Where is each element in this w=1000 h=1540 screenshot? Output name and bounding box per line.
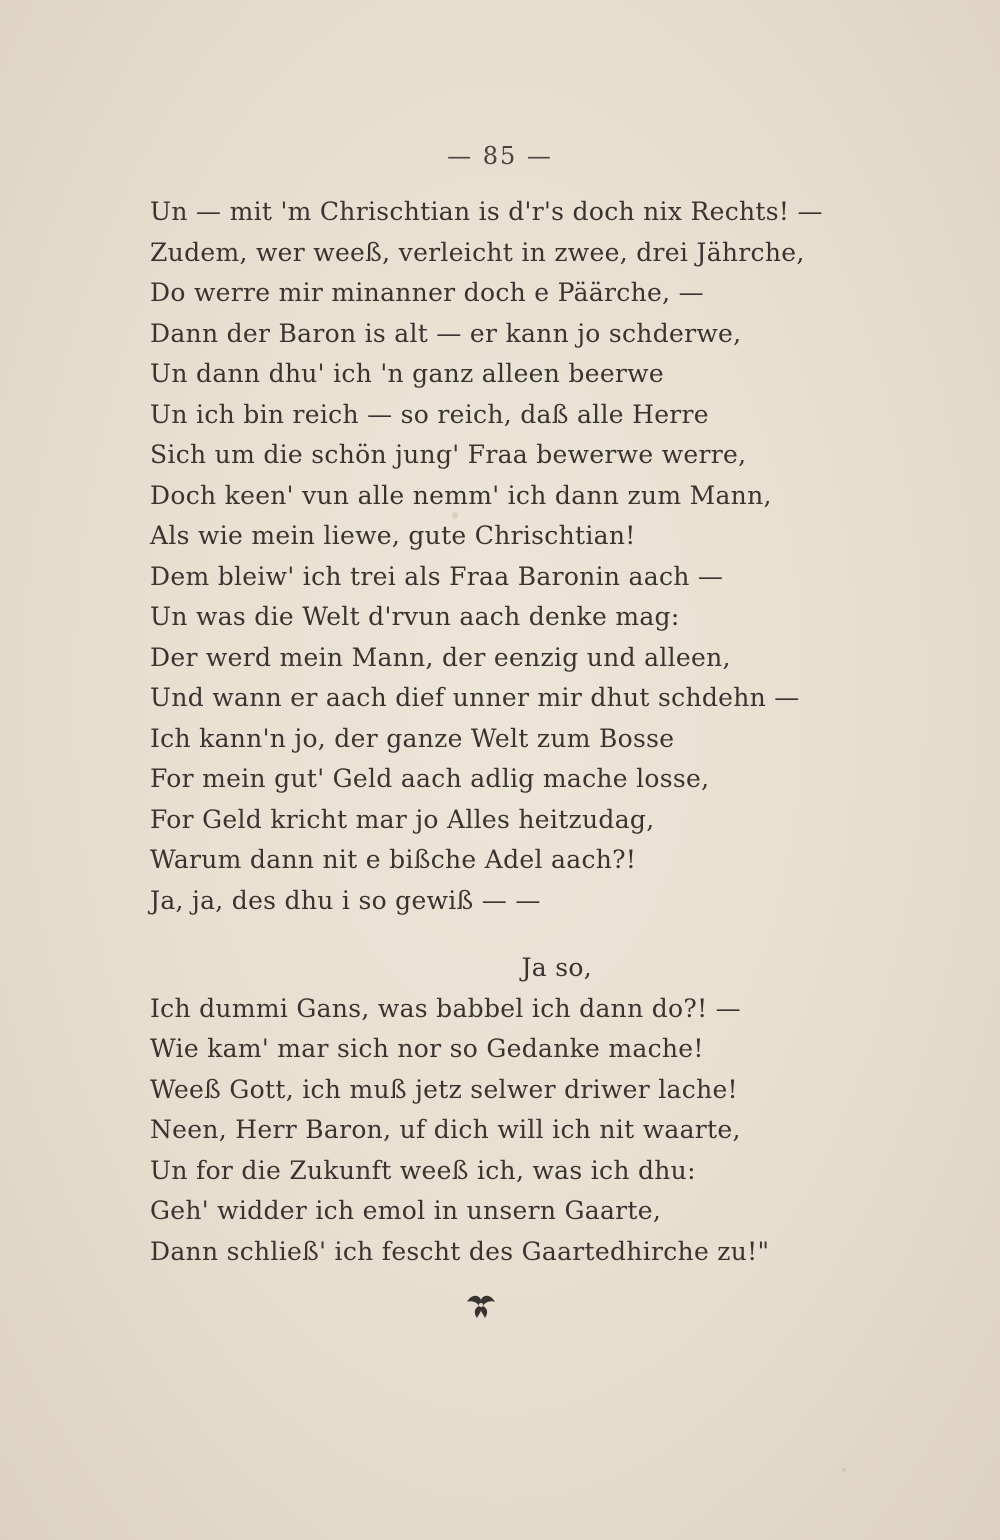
verse-line: Neen, Herr Baron, uf dich will ich nit waarte, [150, 1115, 741, 1144]
stanza-2 [150, 948, 850, 1272]
verse-line: Ich dummi Gans, was babbel ich dann do?! — [150, 993, 741, 1023]
verse-line: Als wie mein liewe, gute Chrischtian! [150, 521, 636, 550]
verse-line: Un for die Zukunft weeß ich, was ich dhu: [150, 1155, 696, 1185]
stanza-1 [150, 192, 850, 921]
verse-line: Weeß Gott, ich muß jetz selwer driwer lache! [150, 1074, 738, 1104]
paper-spot [452, 512, 458, 519]
verse-line: Der werd mein Mann, der eenzig und alleen, [150, 642, 731, 672]
verse-line: Sich um die schön jung' Fraa bewerwe werre, [150, 440, 747, 469]
verse-line: Ja so, [521, 953, 592, 982]
verse-line: Wie kam' mar sich nor so Gedanke mache! [150, 1034, 704, 1063]
verse-line: Un was die Welt d'rvun aach denke mag: [150, 602, 680, 631]
verse-line: Do werre mir minanner doch e Päärche, — [150, 278, 704, 307]
verse-line: Dann schließ' ich fescht des Gaartedhirche zu!" [150, 1236, 770, 1266]
verse-line: Ich kann'n jo, der ganze Welt zum Bosse [150, 723, 675, 753]
verse-line: For Geld kricht mar jo Alles heitzudag, [150, 804, 655, 834]
verse-line: Zudem, wer weeß, verleicht in zwee, drei Jährche, [150, 237, 805, 267]
page-number: — 85 — [447, 142, 553, 170]
verse-line: Warum dann nit e bißche Adel aach?! [150, 845, 637, 874]
verse-line: Dann der Baron is alt — er kann jo schderwe, [150, 318, 742, 348]
verse-line: Ja, ja, des dhu i so gewiß — — [150, 885, 541, 915]
fleuron-icon [463, 1290, 499, 1322]
verse-line: Geh' widder ich emol in unsern Gaarte, [150, 1196, 662, 1225]
verse-line: Und wann er aach dief unner mir dhut schdehn — [150, 683, 800, 712]
verse-line: Dem bleiw' ich trei als Fraa Baronin aach — [150, 561, 724, 591]
verse-line: Un dann dhu' ich 'n ganz alleen beerwe [150, 359, 664, 388]
verse-line: For mein gut' Geld aach adlig mache losse, [150, 764, 710, 793]
verse-line: Doch keen' vun alle nemm' ich dann zum Mann, [150, 480, 772, 510]
verse-line: Un ich bin reich — so reich, daß alle Herre [150, 399, 709, 429]
paper-spot [842, 1468, 846, 1472]
verse-line: Un — mit 'm Chrischtian is d'r's doch nix Rechts! — [150, 197, 823, 226]
